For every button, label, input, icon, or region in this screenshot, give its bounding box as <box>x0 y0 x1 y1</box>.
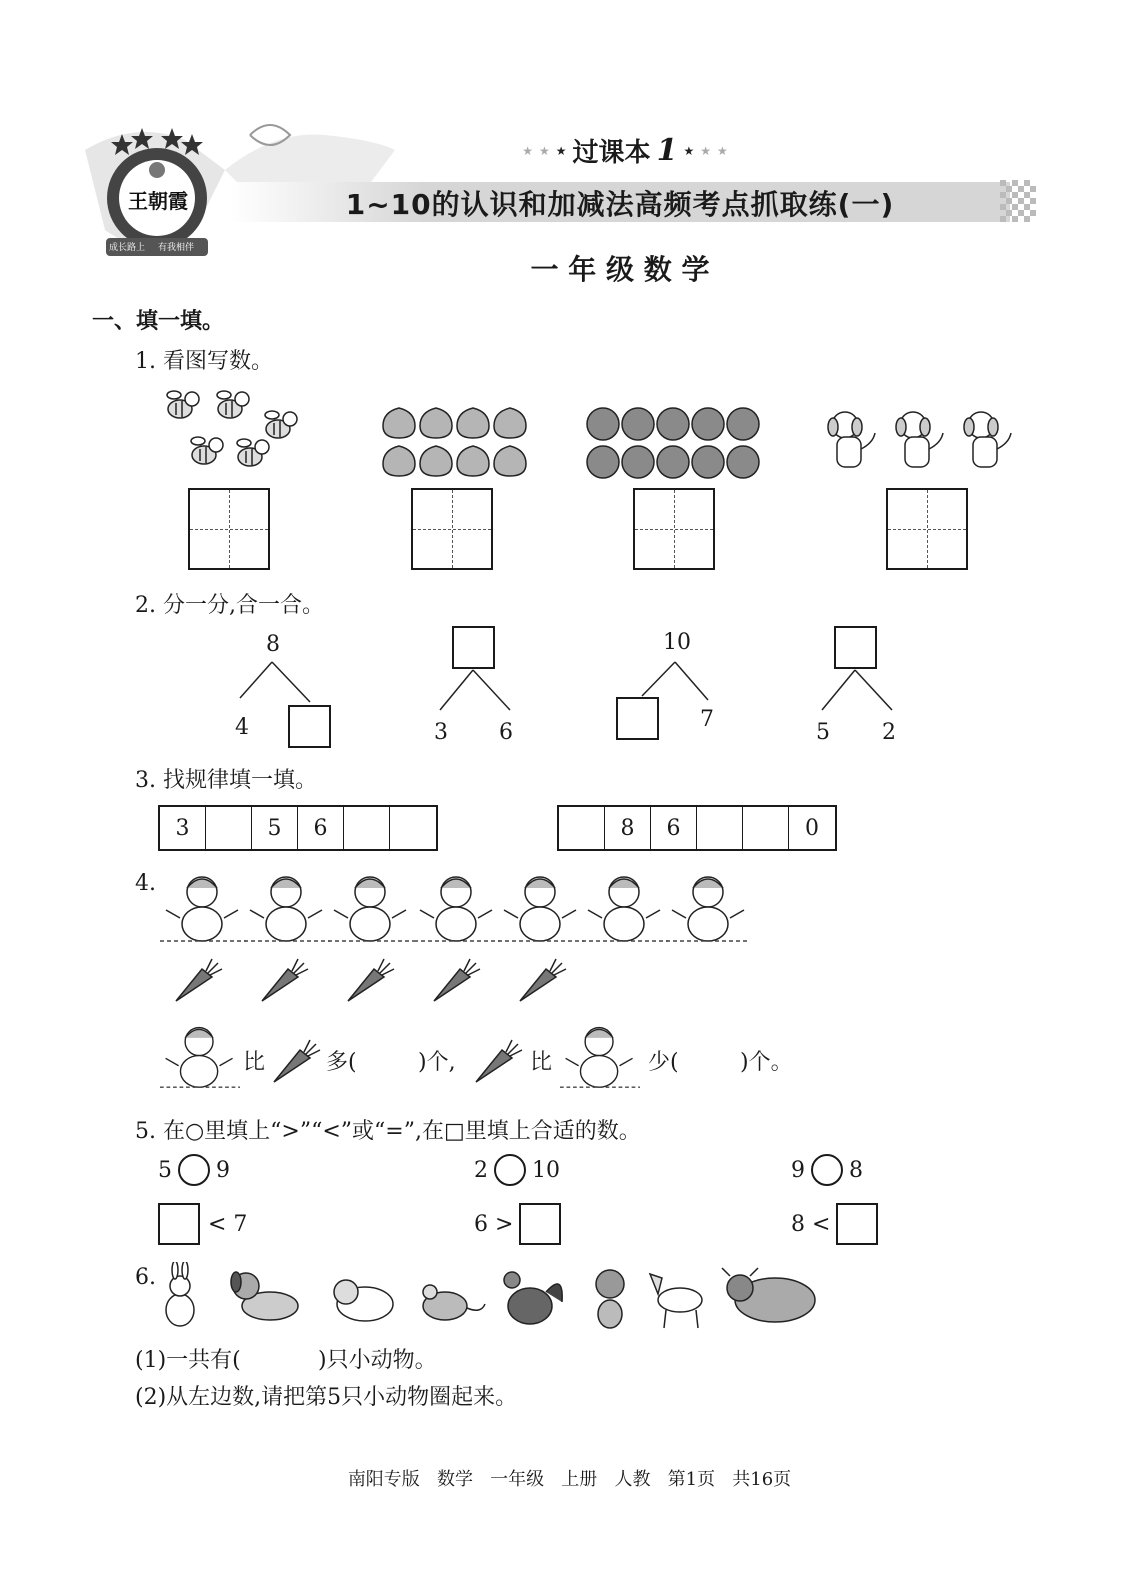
tree3-left-box[interactable] <box>616 697 659 740</box>
tree4-branches <box>812 668 912 718</box>
bee-group-icon <box>158 385 303 477</box>
compare-right: 10 <box>532 1157 560 1183</box>
sequence-blank[interactable] <box>206 807 252 849</box>
sequence-blank[interactable] <box>390 807 436 849</box>
q4-answer-blank-less[interactable] <box>690 1045 740 1073</box>
compare-circle[interactable] <box>494 1154 526 1186</box>
fill-item <box>474 1203 561 1245</box>
fill-box[interactable] <box>836 1203 878 1245</box>
star-icon: ★ <box>716 143 728 158</box>
sequence-row-2 <box>557 805 837 851</box>
fill-before: 6 > <box>474 1211 514 1237</box>
animal-row <box>150 1262 830 1334</box>
q4-text-bi-1: 比 <box>243 1050 266 1075</box>
logo-slogan-right: 有我相伴 <box>158 243 195 253</box>
snowman-icon <box>560 1020 640 1092</box>
q4-text-bi-2: 比 <box>530 1050 553 1075</box>
series-number: 1 <box>656 133 678 168</box>
compare-item <box>158 1154 230 1186</box>
horse-icon <box>650 1274 702 1328</box>
sequence-blank[interactable] <box>559 807 605 849</box>
sequence-blank[interactable] <box>697 807 743 849</box>
q6-sub1-b: )只小动物。 <box>318 1348 437 1373</box>
checker-decoration <box>1000 180 1036 224</box>
q6-sub1-a: (1)一共有( <box>135 1348 241 1373</box>
q2-title: 2. 分一分,合一合。 <box>135 593 324 618</box>
sequence-cell: 5 <box>252 807 298 849</box>
fill-after: < 7 <box>208 1211 248 1237</box>
star-icon: ★ <box>522 143 534 158</box>
fill-item <box>791 1203 878 1245</box>
carrot-row-icon <box>172 955 572 1005</box>
star-icon: ★ <box>683 143 695 158</box>
page-subtitle: 一 年 级 数 学 <box>530 253 710 286</box>
tree2-right: 6 <box>499 720 513 745</box>
sheep-icon <box>334 1280 393 1321</box>
star-icon: ★ <box>539 143 550 158</box>
compare-left: 2 <box>474 1157 488 1183</box>
compare-left: 5 <box>158 1157 172 1183</box>
fill-box[interactable] <box>519 1203 561 1245</box>
tree1-branches <box>230 660 330 710</box>
carrot-icon <box>472 1036 527 1086</box>
tree3-right: 7 <box>700 707 714 732</box>
sequence-row-1 <box>158 805 438 851</box>
sequence-blank[interactable] <box>743 807 789 849</box>
snowman-icon <box>160 1020 240 1092</box>
tree1-top: 8 <box>266 632 280 657</box>
q6-number: 6. <box>135 1265 156 1290</box>
series-label <box>500 132 750 169</box>
puppy-group-icon <box>823 405 1028 475</box>
sequence-cell: 6 <box>651 807 697 849</box>
tree1-left: 4 <box>235 715 249 740</box>
q6-answer-blank[interactable] <box>262 1343 317 1371</box>
q4-answer-blank-more[interactable] <box>366 1045 416 1073</box>
ox-icon <box>722 1268 815 1322</box>
q4-text-ge-2: )个。 <box>740 1050 793 1075</box>
page-footer: 南阳专版 数学 一年级 上册 人教 第1页 共16页 <box>347 1469 792 1490</box>
compare-circle[interactable] <box>811 1154 843 1186</box>
compare-item <box>474 1154 560 1186</box>
sequence-cell: 0 <box>805 815 819 841</box>
series-label-text: 过课本 <box>572 138 651 168</box>
page-title: 1~10的认识和加减法高频考点抓取练(一) <box>345 188 895 221</box>
tree4-right: 2 <box>882 720 896 745</box>
tree2-left: 3 <box>434 720 448 745</box>
answer-box-apples[interactable] <box>633 488 715 570</box>
answer-box-peaches[interactable] <box>411 488 493 570</box>
q4-text-duo: 多( <box>326 1050 357 1075</box>
apple-group-icon <box>583 402 773 482</box>
star-icon: ★ <box>700 143 711 158</box>
star-icon: ★ <box>555 143 567 158</box>
snowman-row-icon <box>160 870 750 945</box>
dog-icon <box>231 1272 298 1320</box>
q5-title: 5. 在○里填上“>”“<”或“=”,在□里填上合适的数。 <box>135 1119 641 1144</box>
carrot-icon <box>270 1036 325 1086</box>
q3-title: 3. 找规律填一填。 <box>135 768 317 793</box>
tree2-top-box[interactable] <box>452 626 495 669</box>
tree3-top: 10 <box>663 630 691 655</box>
compare-circle[interactable] <box>178 1154 210 1186</box>
compare-left: 9 <box>791 1157 805 1183</box>
q4-text-shao: 少( <box>648 1050 679 1075</box>
fill-box[interactable] <box>158 1203 200 1245</box>
tree2-branches <box>430 668 530 718</box>
logo-name: 王朝霞 <box>128 189 188 213</box>
tree1-right-box[interactable] <box>288 705 331 748</box>
monkey-icon <box>596 1270 624 1328</box>
sequence-cell: 6 <box>298 807 344 849</box>
answer-box-bees[interactable] <box>188 488 270 570</box>
compare-item <box>791 1154 863 1186</box>
fill-before: 8 < <box>791 1211 831 1237</box>
rooster-icon <box>504 1272 562 1324</box>
logo-slogan-left: 成长路上 <box>109 243 146 253</box>
q4-number: 4. <box>135 871 156 896</box>
q6-sub2: (2)从左边数,请把第5只小动物圈起来。 <box>135 1385 518 1410</box>
q1-title: 1. 看图写数。 <box>135 349 273 374</box>
tree4-left: 5 <box>816 720 830 745</box>
compare-right: 8 <box>849 1157 863 1183</box>
peach-group-icon <box>380 402 530 482</box>
compare-right: 9 <box>216 1157 230 1183</box>
sequence-blank[interactable] <box>344 807 390 849</box>
fill-item <box>158 1203 247 1245</box>
q4-text-ge-1: )个, <box>418 1050 456 1075</box>
tree4-top-box[interactable] <box>834 626 877 669</box>
rabbit-icon <box>166 1262 194 1326</box>
mouse-icon <box>423 1285 485 1320</box>
answer-box-puppies[interactable] <box>886 488 968 570</box>
sequence-cell: 3 <box>160 807 206 849</box>
sequence-cell: 8 <box>605 807 651 849</box>
section-title: 一、填一填。 <box>92 309 225 334</box>
